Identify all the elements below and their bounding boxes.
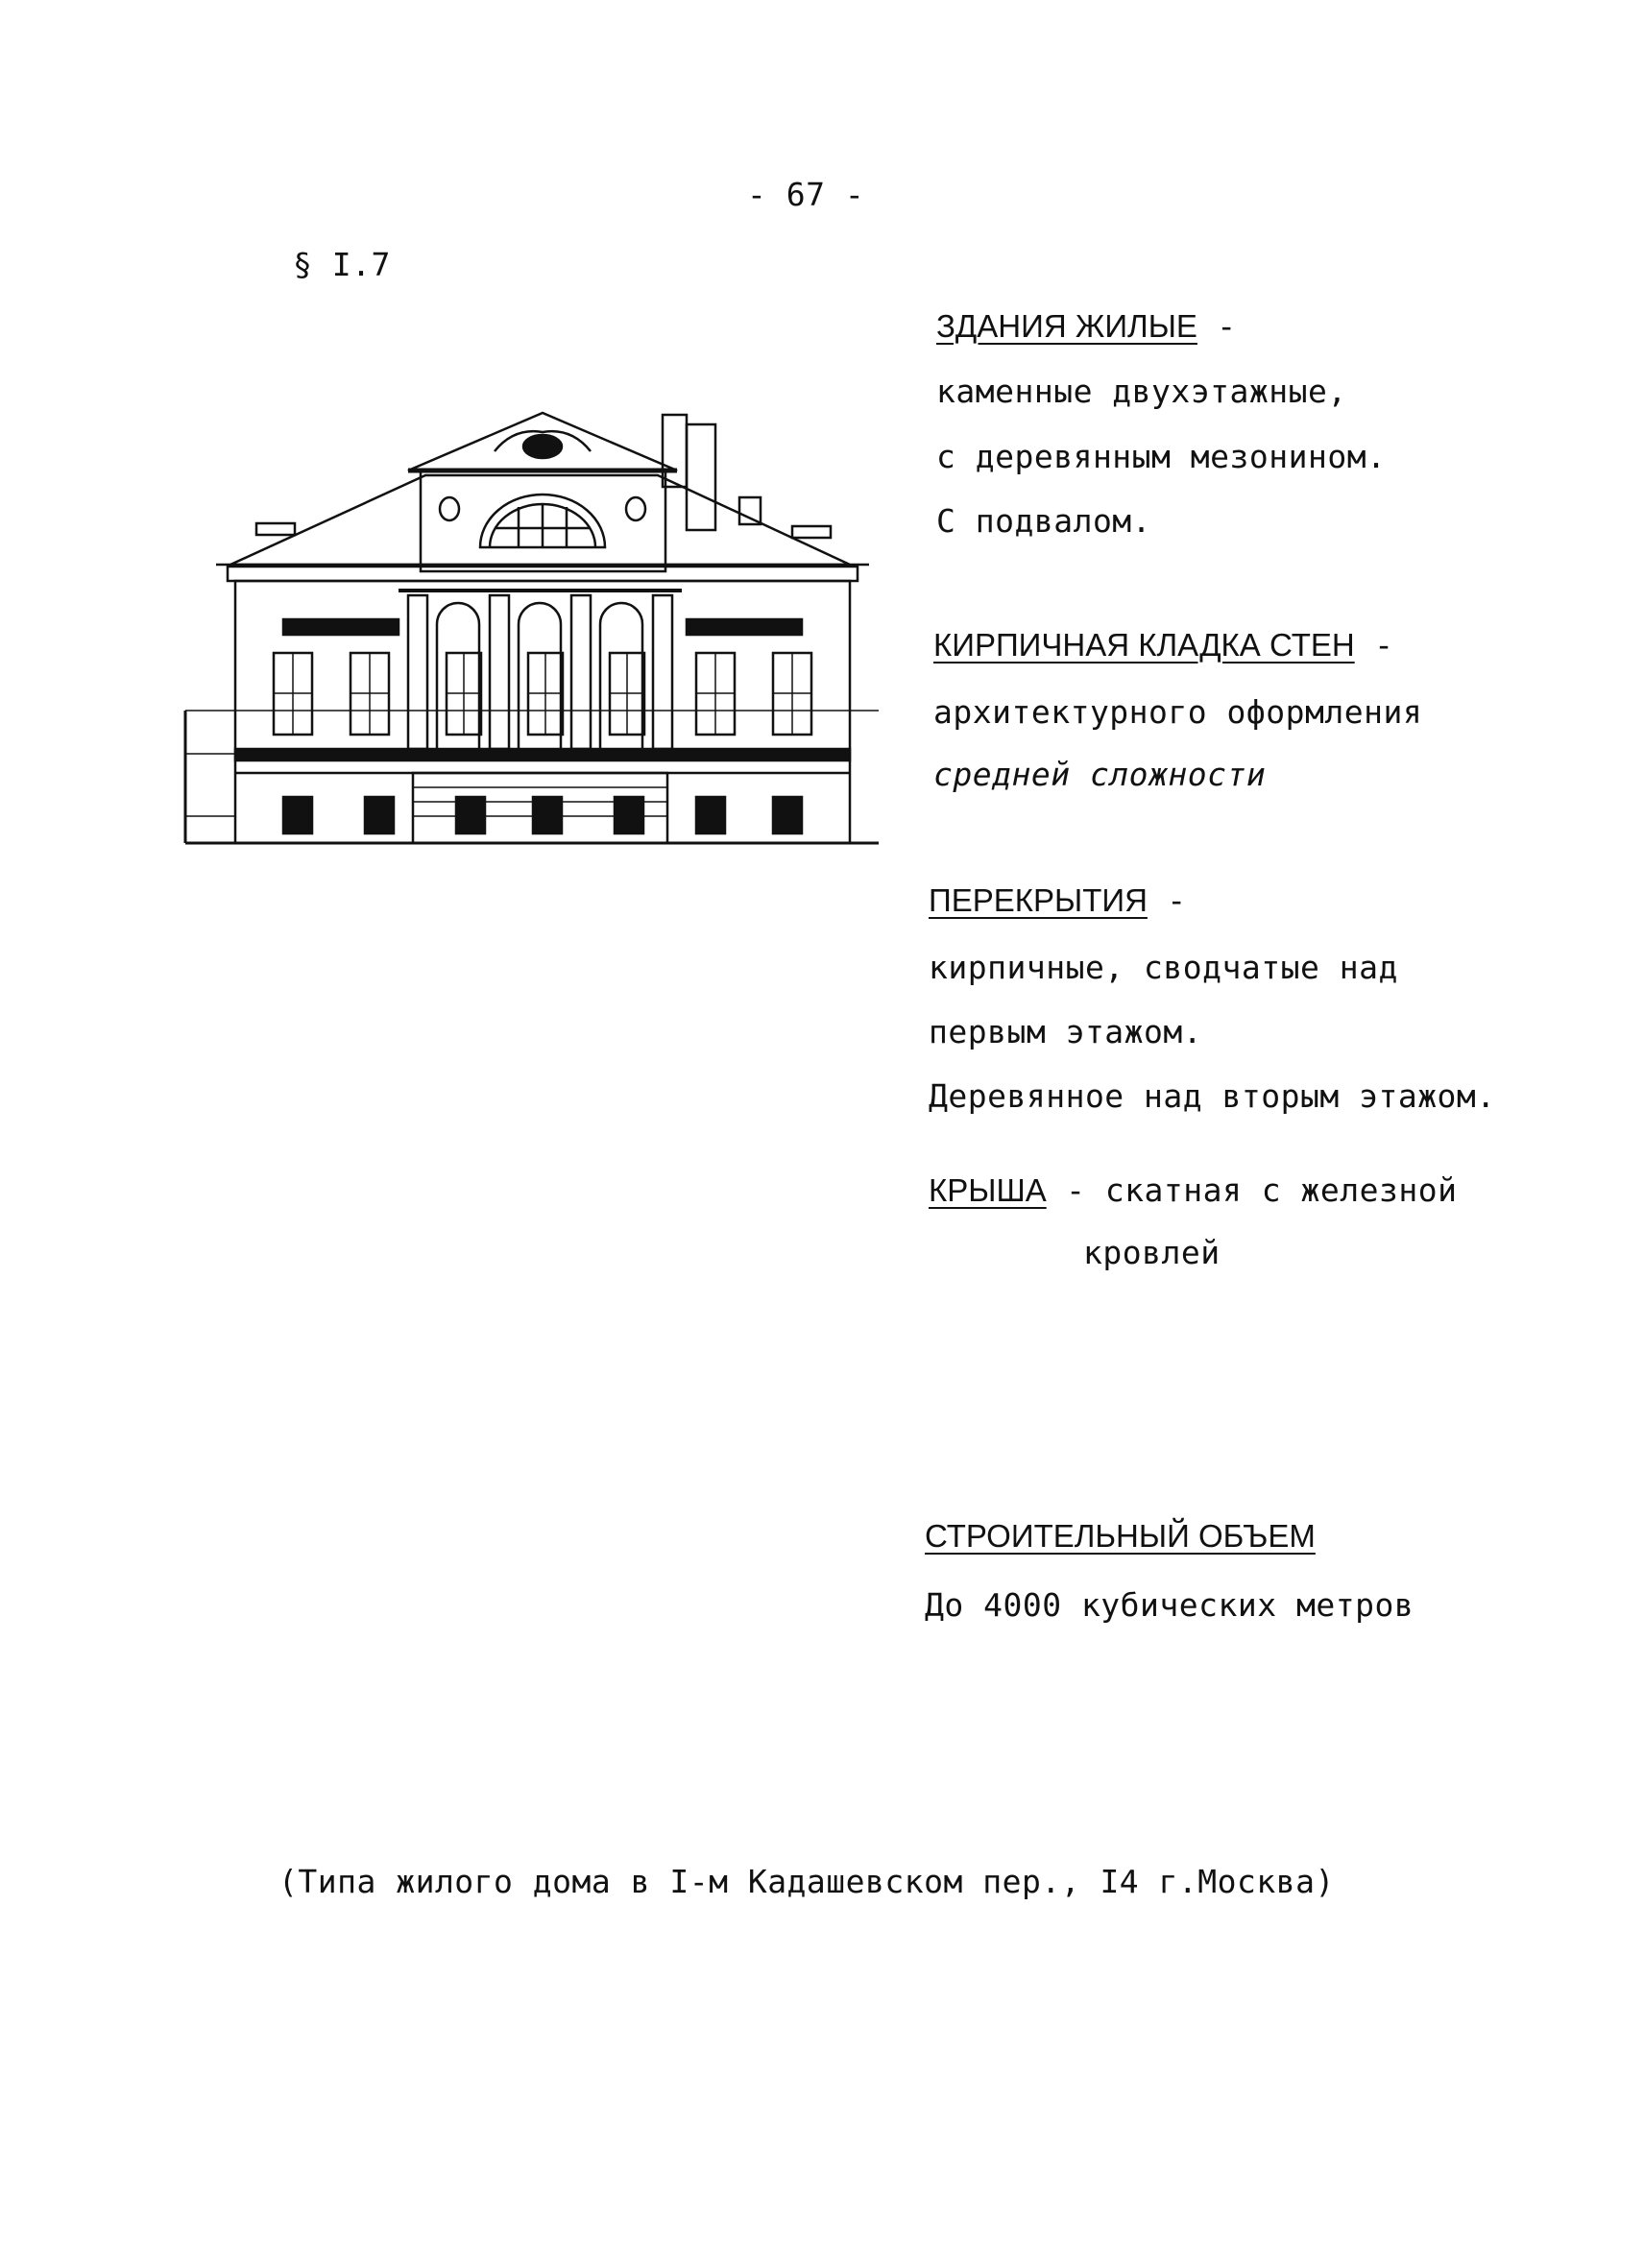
text-line: кирпичные, сводчатые над [929, 949, 1398, 986]
text-line: кровлей [1083, 1234, 1221, 1271]
text-line: средней сложности [933, 756, 1267, 793]
page-number: - 67 - [747, 176, 865, 213]
heading-floors: ПЕРЕКРЫТИЯ [929, 882, 1148, 918]
heading-masonry: КИРПИЧНАЯ КЛАДКА СТЕН [933, 627, 1355, 663]
heading-buildings: ЗДАНИЯ ЖИЛЫЕ [936, 308, 1197, 344]
text-line: До 4000 кубических метров [925, 1586, 1414, 1624]
section-number: § I.7 [293, 246, 391, 283]
text-line: С подвалом. [936, 502, 1152, 540]
text-inline: - скатная с железной [1066, 1171, 1458, 1209]
heading-roof: КРЫША [929, 1172, 1047, 1208]
heading-volume: СТРОИТЕЛЬНЫЙ ОБЪЕМ [925, 1518, 1316, 1554]
building-facade-drawing [178, 394, 879, 855]
dash: - [1217, 307, 1237, 345]
text-line: с деревянным мезонином. [936, 438, 1387, 475]
text-line: каменные двухэтажные, [936, 373, 1347, 410]
caption: (Типа жилого дома в I-м Кадашевском пер., I4 г.Москва) [278, 1863, 1335, 1900]
dash: - [1167, 881, 1187, 919]
text-line: архитектурного оформления [933, 693, 1423, 731]
dash: - [1374, 626, 1394, 664]
text-line: Деревянное над вторым этажом. [929, 1077, 1496, 1115]
text-line: первым этажом. [929, 1013, 1203, 1050]
